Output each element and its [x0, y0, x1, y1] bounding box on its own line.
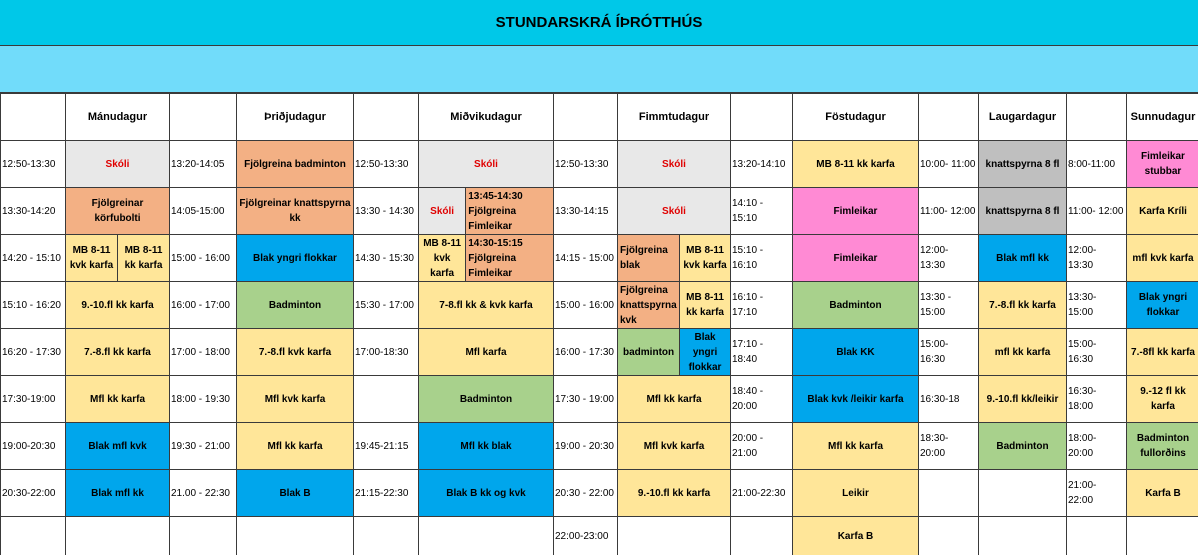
activity-cell	[418, 469, 554, 517]
time-slot	[918, 187, 979, 235]
activity-cell	[1126, 234, 1198, 282]
day-header-ri-judagur	[236, 93, 354, 141]
activity-cell	[418, 140, 554, 188]
cell-text: 17:00-18:30	[355, 346, 409, 358]
cell-text: Mfl kk karfa	[267, 440, 323, 452]
time-slot	[918, 422, 979, 470]
activity-cell	[236, 328, 354, 376]
activity-cell	[978, 187, 1067, 235]
cell-text: 7.-8.fl kk karfa	[989, 299, 1056, 311]
activity-cell	[418, 234, 466, 282]
cell-text: 18:00 - 19:30	[171, 393, 230, 405]
cell-text: MB 8-11 kvk karfa	[683, 245, 727, 271]
empty-cell	[418, 516, 554, 555]
time-slot	[0, 140, 66, 188]
activity-cell	[65, 469, 170, 517]
day-header-fostudagur	[792, 93, 919, 141]
cell-text: 12:50-13:30	[2, 158, 56, 170]
cell-text: 14:30 - 15:30	[355, 252, 414, 264]
activity-cell	[236, 234, 354, 282]
activity-cell	[418, 187, 466, 235]
activity-cell	[978, 234, 1067, 282]
time-slot	[918, 234, 979, 282]
cell-text: 21.00 - 22:30	[171, 487, 230, 499]
cell-text: Fjölgreina blak	[620, 245, 668, 271]
time-slot	[553, 234, 618, 282]
cell-text: Skóli	[474, 158, 498, 170]
empty-cell	[918, 516, 979, 555]
cell-text: 16:30-18	[920, 393, 960, 405]
activity-cell	[978, 422, 1067, 470]
cell-text: 16:00 - 17:30	[555, 346, 614, 358]
cell-text: 21:00-22:30	[732, 487, 786, 499]
cell-text: Mánudagur	[87, 110, 148, 123]
cell-text: 13:45-14:30 Fjölgreina Fimleikar	[468, 190, 523, 232]
cell-text: Badminton	[996, 440, 1049, 452]
time-slot	[353, 187, 419, 235]
cell-text: 12:00- 13:30	[1068, 245, 1097, 271]
time-slot	[553, 281, 618, 329]
cell-text: 12:50-13:30	[555, 158, 609, 170]
activity-cell	[617, 469, 731, 517]
time-slot	[353, 469, 419, 517]
time-slot	[730, 281, 793, 329]
cell-text: 19:30 - 21:00	[171, 440, 230, 452]
cell-text: 7.-8.fl kk karfa	[84, 346, 151, 358]
activity-cell	[65, 422, 170, 470]
activity-cell	[1126, 281, 1198, 329]
cell-text: 15:10 - 16:20	[2, 299, 61, 311]
activity-cell	[617, 375, 731, 423]
empty-cell	[978, 469, 1067, 517]
activity-cell	[465, 187, 554, 235]
cell-text: Föstudagur	[825, 110, 886, 123]
time-slot	[169, 328, 237, 376]
cell-text: 16:00 - 17:00	[171, 299, 230, 311]
empty-cell	[617, 516, 731, 555]
cell-text: 14:20 - 15:10	[2, 252, 61, 264]
cell-text: 19:45-21:15	[355, 440, 409, 452]
cell-text: Fjölgreina badminton	[244, 158, 346, 170]
cell-text: 19:00 - 20:30	[555, 440, 614, 452]
cell-text: 13:30-14:15	[555, 205, 609, 217]
cell-text: 15:10 - 16:10	[732, 245, 764, 271]
empty-cell	[978, 516, 1067, 555]
activity-cell	[418, 375, 554, 423]
activity-cell	[617, 422, 731, 470]
activity-cell	[617, 187, 731, 235]
cell-text: Mfl kvk karfa	[264, 393, 326, 405]
activity-cell	[617, 328, 680, 376]
cell-text: 16:20 - 17:30	[2, 346, 61, 358]
activity-cell	[792, 187, 919, 235]
time-slot	[1066, 469, 1127, 517]
activity-cell	[1126, 328, 1198, 376]
time-slot	[169, 469, 237, 517]
cell-text: 9.-12 fl kk karfa	[1140, 386, 1186, 412]
cell-text: 20:00 - 21:00	[732, 433, 764, 459]
activity-cell	[1126, 140, 1198, 188]
activity-cell	[65, 281, 170, 329]
day-header-fimmtudagur	[617, 93, 731, 141]
activity-cell	[792, 328, 919, 376]
time-slot	[169, 375, 237, 423]
activity-cell	[679, 234, 731, 282]
empty-cell	[1066, 93, 1127, 141]
empty-cell	[353, 516, 419, 555]
cell-text: 14:15 - 15:00	[555, 252, 614, 264]
empty-cell	[553, 93, 618, 141]
cell-text: 13:30 - 15:00	[920, 292, 952, 318]
activity-cell	[792, 281, 919, 329]
time-slot	[730, 375, 793, 423]
activity-cell	[1126, 469, 1198, 517]
time-slot	[1066, 281, 1127, 329]
time-slot	[553, 422, 618, 470]
cell-text: Blak mfl kk	[996, 252, 1049, 264]
cell-text: Fimmtudagur	[638, 110, 710, 123]
cell-text: 21:00- 22:00	[1068, 480, 1097, 506]
cell-text: Fjölgreina knattspyrna kvk	[620, 284, 677, 326]
cell-text: 9.-10.fl kk karfa	[637, 487, 711, 499]
cell-text: 11:00- 12:00	[920, 205, 976, 217]
cell-text: 15:00- 16:30	[1068, 339, 1097, 365]
time-slot	[730, 469, 793, 517]
cell-text: 13:30 - 14:30	[355, 205, 414, 217]
cell-text: knattspyrna 8 fl	[985, 205, 1060, 217]
cell-text: 18:40 - 20:00	[732, 386, 764, 412]
time-slot	[1066, 187, 1127, 235]
activity-cell	[65, 140, 170, 188]
cell-text: Fimleikar stubbar	[1141, 151, 1185, 177]
time-slot	[730, 234, 793, 282]
cell-text: 14:05-15:00	[171, 205, 225, 217]
time-slot	[1066, 234, 1127, 282]
activity-cell	[792, 375, 919, 423]
time-slot	[0, 469, 66, 517]
cell-text: knattspyrna 8 fl	[985, 158, 1060, 170]
cell-text: mfl kvk karfa	[1132, 252, 1194, 264]
activity-cell	[978, 140, 1067, 188]
cell-text: 21:15-22:30	[355, 487, 409, 499]
cell-text: 12:50-13:30	[355, 158, 409, 170]
time-slot	[553, 140, 618, 188]
activity-cell	[617, 281, 680, 329]
cell-text: 15:00- 16:30	[920, 339, 949, 365]
cell-text: 7-8.fl kk & kvk karfa	[439, 299, 533, 311]
activity-cell	[236, 281, 354, 329]
cell-text: Mfl kk blak	[460, 440, 512, 452]
time-slot	[0, 187, 66, 235]
activity-cell	[236, 140, 354, 188]
activity-cell	[792, 422, 919, 470]
cell-text: Fimleikar	[833, 252, 878, 264]
cell-text: Mfl karfa	[465, 346, 507, 358]
time-slot	[353, 234, 419, 282]
cell-text: MB 8-11 kk karfa	[816, 158, 895, 170]
time-slot	[1066, 375, 1127, 423]
time-slot	[169, 140, 237, 188]
time-slot	[553, 469, 618, 517]
cell-text: Mfl kk karfa	[827, 440, 884, 452]
cell-text: Karfa B	[837, 531, 874, 542]
activity-cell	[418, 328, 554, 376]
cell-text: MB 8-11 kvk karfa	[69, 245, 114, 271]
cell-text: Þriðjudagur	[264, 110, 326, 123]
cell-text: 14:10 - 15:10	[732, 198, 764, 224]
cell-text: 18:00- 20:00	[1068, 433, 1097, 459]
cell-text: Blak B	[279, 487, 311, 499]
time-slot	[353, 140, 419, 188]
cell-text: Skóli	[662, 158, 686, 170]
empty-cell	[169, 93, 237, 141]
time-slot	[0, 281, 66, 329]
cell-text: Karfa Kríli	[1139, 205, 1187, 217]
cell-text: 15:30 - 17:00	[355, 299, 414, 311]
cell-text: 20:30-22:00	[2, 487, 56, 499]
cell-text: 12:00- 13:30	[920, 245, 949, 271]
cell-text: Sunnudagur	[1130, 110, 1196, 123]
cell-text: 11:00- 12:00	[1068, 205, 1124, 217]
time-slot	[730, 422, 793, 470]
activity-cell	[1126, 422, 1198, 470]
cell-text: 15:00 - 16:00	[171, 252, 230, 264]
activity-cell	[236, 469, 354, 517]
activity-cell	[236, 422, 354, 470]
cell-text: Fimleikar	[833, 205, 878, 217]
cell-text: 8:00-11:00	[1068, 158, 1116, 170]
cell-text: Skóli	[662, 205, 686, 217]
cell-text: Fjölgreinar körfubolti	[91, 198, 144, 224]
cell-text: 19:00-20:30	[2, 440, 56, 452]
cell-text: 20:30 - 22:00	[555, 487, 614, 499]
cell-text: Mfl kvk karfa	[643, 440, 705, 452]
cell-text: 17:00 - 18:00	[171, 346, 230, 358]
time-slot	[353, 328, 419, 376]
activity-cell	[792, 234, 919, 282]
activity-cell	[236, 187, 354, 235]
time-slot	[730, 187, 793, 235]
time-slot	[1066, 422, 1127, 470]
cell-text: badminton	[623, 346, 675, 358]
activity-cell	[978, 281, 1067, 329]
cell-text: Badminton	[268, 299, 322, 311]
cell-text: Blak kvk /leikir karfa	[807, 393, 904, 405]
cell-text: 13:30-14:20	[2, 205, 56, 217]
time-slot	[0, 234, 66, 282]
time-slot	[169, 234, 237, 282]
time-slot	[730, 140, 793, 188]
empty-cell	[0, 516, 66, 555]
cell-text: Blak yngri flokkar	[1138, 292, 1188, 318]
cell-text: Blak mfl kvk	[88, 440, 147, 452]
cell-text: Karfa B	[1145, 487, 1181, 499]
time-slot	[353, 281, 419, 329]
cell-text: Badminton fullorðins	[1136, 433, 1190, 459]
activity-cell	[792, 516, 919, 555]
activity-cell	[465, 234, 554, 282]
activity-cell	[65, 234, 118, 282]
time-slot	[918, 328, 979, 376]
empty-cell	[353, 93, 419, 141]
activity-cell	[65, 328, 170, 376]
cell-text: Badminton	[829, 299, 882, 311]
cell-text: 13:20-14:10	[732, 158, 786, 170]
time-slot	[0, 328, 66, 376]
cell-text: Laugardagur	[988, 110, 1057, 123]
cell-text: 16:10 - 17:10	[732, 292, 764, 318]
day-header-laugardagur	[978, 93, 1067, 141]
cell-text: MB 8-11 kk karfa	[124, 245, 163, 271]
cell-text: Miðvikudagur	[450, 110, 522, 123]
cell-text: Blak mfl kk	[91, 487, 144, 499]
cell-text: 17:10 - 18:40	[732, 339, 764, 365]
cell-text: 18:30- 20:00	[920, 433, 949, 459]
cell-text: 9.-10.fl kk karfa	[81, 299, 154, 311]
cell-text: Leikir	[842, 487, 869, 499]
time-slot	[553, 328, 618, 376]
time-slot	[1066, 140, 1127, 188]
activity-cell	[679, 328, 731, 376]
empty-cell	[730, 516, 793, 555]
empty-cell	[918, 93, 979, 141]
activity-cell	[236, 375, 354, 423]
time-slot	[1066, 328, 1127, 376]
activity-cell	[978, 375, 1067, 423]
cell-text: 9.-10.fl kk/leikir	[986, 393, 1059, 405]
time-slot	[0, 375, 66, 423]
cell-text: Badminton	[459, 393, 513, 405]
cell-text: Blak KK	[836, 346, 875, 358]
cell-text: 15:00 - 16:00	[555, 299, 614, 311]
subtitle-band	[0, 46, 1198, 93]
activity-cell	[679, 281, 731, 329]
cell-text: 16:30- 18:00	[1068, 386, 1097, 412]
empty-cell	[730, 93, 793, 141]
cell-text: 17:30 - 19:00	[555, 393, 614, 405]
cell-text: Mfl kk karfa	[646, 393, 702, 405]
time-slot	[553, 516, 618, 555]
cell-text: 14:30-15:15 Fjölgreina Fimleikar	[468, 237, 523, 279]
cell-text: Fjölgreinar knattspyrna kk	[239, 198, 351, 224]
activity-cell	[792, 140, 919, 188]
schedule-grid	[0, 93, 1198, 555]
time-slot	[553, 187, 618, 235]
cell-text: Skóli	[105, 158, 130, 170]
empty-cell	[353, 375, 419, 423]
cell-text: MB 8-11 kk karfa	[686, 292, 724, 318]
empty-cell	[65, 516, 170, 555]
day-header-manudagur	[65, 93, 170, 141]
activity-cell	[792, 469, 919, 517]
time-slot	[918, 140, 979, 188]
schedule-title: STUNDARSKRÁ ÍÞRÓTTHÚS	[0, 0, 1198, 46]
cell-text: 7.-8fl kk karfa	[1131, 346, 1195, 358]
cell-text: 10:00- 11:00	[920, 158, 976, 170]
empty-cell	[169, 516, 237, 555]
cell-text: Blak yngri flokkar	[688, 331, 722, 373]
day-header-mi-vikudagur	[418, 93, 554, 141]
empty-cell	[0, 93, 66, 141]
cell-text: Blak B kk og kvk	[446, 487, 526, 499]
empty-cell	[236, 516, 354, 555]
activity-cell	[617, 140, 731, 188]
empty-cell	[1066, 516, 1127, 555]
empty-cell	[1126, 516, 1198, 555]
time-slot	[730, 328, 793, 376]
activity-cell	[65, 187, 170, 235]
time-slot	[553, 375, 618, 423]
cell-text: 13:30- 15:00	[1068, 292, 1097, 318]
cell-text: Skóli	[430, 205, 455, 217]
time-slot	[353, 422, 419, 470]
time-slot	[169, 422, 237, 470]
cell-text: Blak yngri flokkar	[253, 252, 337, 264]
time-slot	[918, 375, 979, 423]
cell-text: Mfl kk karfa	[89, 393, 146, 405]
activity-cell	[65, 375, 170, 423]
cell-text: 22:00-23:00	[555, 531, 609, 542]
cell-text: 7.-8.fl kvk karfa	[258, 346, 332, 358]
time-slot	[0, 422, 66, 470]
activity-cell	[418, 422, 554, 470]
activity-cell	[617, 234, 680, 282]
activity-cell	[117, 234, 170, 282]
activity-cell	[1126, 375, 1198, 423]
activity-cell	[1126, 187, 1198, 235]
time-slot	[918, 281, 979, 329]
activity-cell	[978, 328, 1067, 376]
cell-text: 17:30-19:00	[2, 393, 56, 405]
cell-text: MB 8-11 kvk karfa	[423, 237, 462, 279]
time-slot	[169, 281, 237, 329]
time-slot	[169, 187, 237, 235]
day-header-sunnudagur	[1126, 93, 1198, 141]
activity-cell	[418, 281, 554, 329]
cell-text: mfl kk karfa	[994, 346, 1051, 358]
empty-cell	[918, 469, 979, 517]
cell-text: 13:20-14:05	[171, 158, 225, 170]
